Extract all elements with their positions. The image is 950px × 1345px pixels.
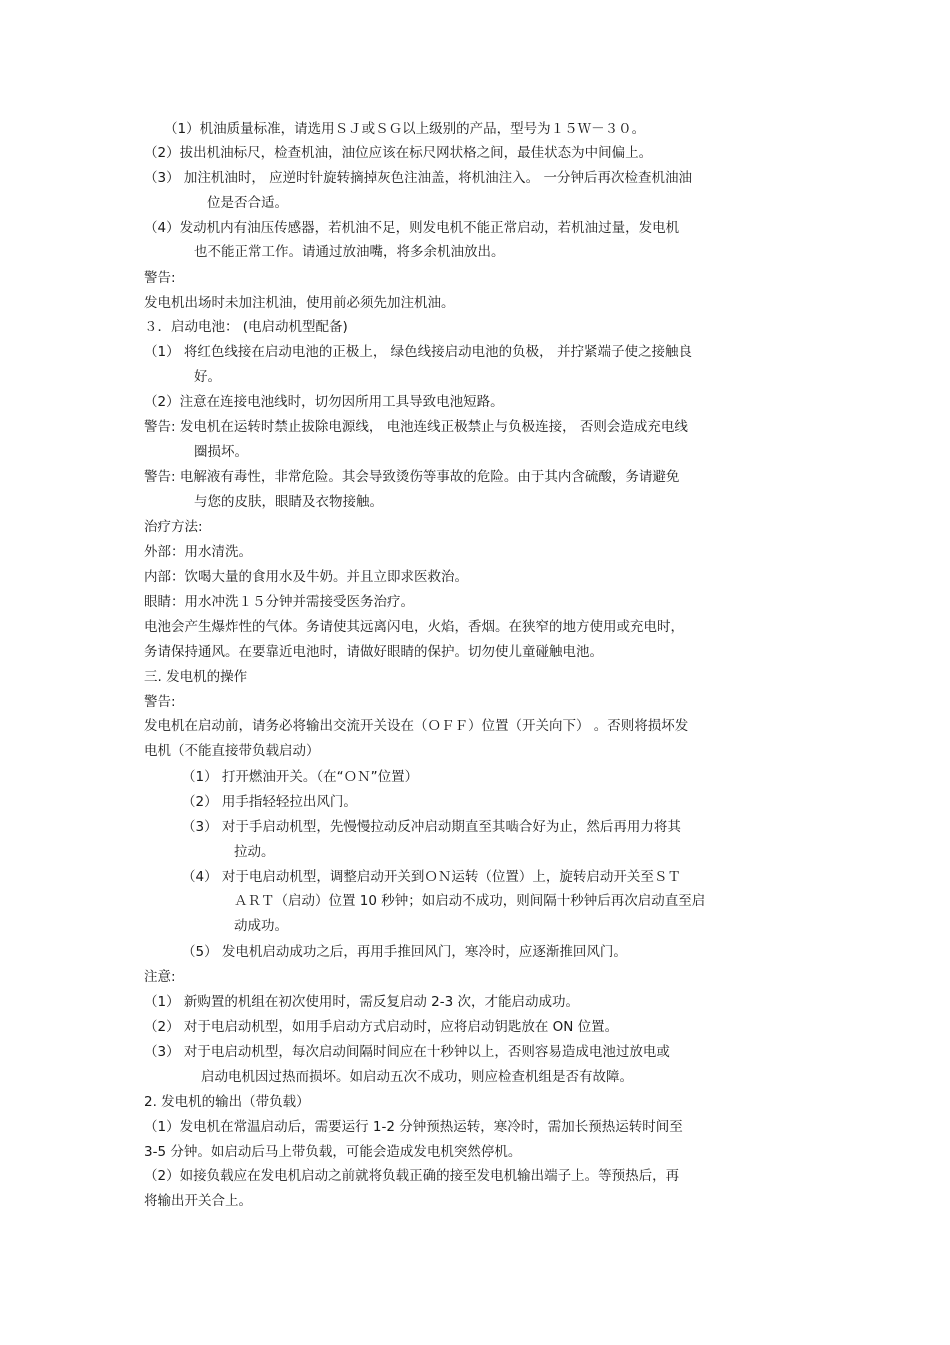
text-line: （1） 新购置的机组在初次使用时，需反复启动 2-3 次，才能启动成功。 (144, 994, 580, 1010)
text-line: 外部：用水清洗。 (144, 544, 252, 560)
section-heading: 2. 发电机的输出（带负载） (144, 1094, 310, 1110)
text-line: （4） 对于电启动机型，调整启动开关到ＯＮ运转（位置）上，旋转启动开关至ＳＴ (182, 869, 681, 885)
text-line: （2） 用手指轻轻拉出风门。 (182, 794, 357, 810)
text-line: 警告: (144, 270, 176, 286)
text-line: 将输出开关合上。 (144, 1193, 252, 1209)
text-line: 启动电机因过热而损坏。如启动五次不成功，则应检查机组是否有故障。 (201, 1069, 633, 1085)
text-line: 电机（不能直接带负载启动） (144, 743, 320, 759)
text-line: 务请保持通风。在要靠近电池时，请做好眼睛的保护。切勿使儿童碰触电池。 (144, 644, 603, 660)
text-line: （3） 加注机油时， 应逆时针旋转摘掉灰色注油盖，将机油注入。 一分钟后再次检查机油油 (144, 170, 692, 186)
text-line: 发电机出场时未加注机油，使用前必须先加注机油。 (144, 295, 455, 311)
text-line: 治疗方法: (144, 519, 203, 535)
text-line: （2） 对于电启动机型，如用手启动方式启动时，应将启动钥匙放在 ON 位置。 (144, 1019, 619, 1035)
text-line: （3） 对于手启动机型，先慢慢拉动反冲启动期直至其啮合好为止，然后再用力将其 (182, 819, 681, 835)
text-line: （4）发动机内有油压传感器，若机油不足，则发电机不能正常启动，若机油过量，发电机 (144, 220, 680, 236)
text-line: 内部：饮喝大量的食用水及牛奶。并且立即求医救治。 (144, 569, 468, 585)
text-line: （1） 将红色线接在启动电池的正极上， 绿色线接启动电池的负极， 并拧紧端子使之接触良 (144, 344, 692, 360)
text-line: ＡＲＴ（启动）位置 10 秒钟；如启动不成功，则间隔十秒钟后再次启动直至启 (234, 893, 706, 909)
text-line: 注意: (144, 969, 176, 985)
text-line: （1） 打开燃油开关。（在“ＯＮ”位置） (182, 769, 419, 785)
text-line: 与您的皮肤，眼睛及衣物接触。 (194, 494, 383, 510)
text-line: （3） 对于电启动机型，每次启动间隔时间应在十秒钟以上，否则容易造成电池过放电或 (144, 1044, 670, 1060)
section-heading: ３．启动电池： (电启动机型配备) (144, 319, 348, 335)
text-line: （1）机油质量标准，请选用ＳＪ或ＳＧ以上级别的产品，型号为１５Ｗ－３０。 (164, 121, 646, 137)
text-line: 警告: 电解液有毒性，非常危险。其会导致烫伤等事故的危险。由于其内含硫酸，务请避免 (144, 469, 680, 485)
text-line: 警告: (144, 694, 176, 710)
text-line: （1）发电机在常温启动后，需要运行 1-2 分钟预热运转，寒冷时，需加长预热运转时间至 (144, 1119, 683, 1135)
text-line: 警告: 发电机在运转时禁止拔除电源线， 电池连线正极禁止与负极连接， 否则会造成充电线 (144, 419, 688, 435)
text-line: （2）拔出机油标尺，检查机油，油位应该在标尺网状格之间，最佳状态为中间偏上。 (144, 145, 653, 161)
text-line: 好。 (194, 369, 221, 385)
text-line: （2）注意在连接电池线时，切勿因所用工具导致电池短路。 (144, 394, 504, 410)
text-line: 眼睛：用水冲洗１５分钟并需接受医务治疗。 (144, 594, 414, 610)
text-line: 也不能正常工作。请通过放油嘴，将多余机油放出。 (194, 244, 505, 260)
text-line: （2）如接负载应在发电机启动之前就将负载正确的接至发电机输出端子上。等预热后，再 (144, 1168, 680, 1184)
text-line: （5） 发电机启动成功之后，再用手推回风门，寒冷时，应逐渐推回风门。 (182, 944, 627, 960)
text-line: 拉动。 (234, 844, 275, 860)
text-line: 3-5 分钟。如启动后马上带负载，可能会造成发电机突然停机。 (144, 1144, 522, 1160)
text-line: 动成功。 (234, 918, 288, 934)
text-line: 位是否合适。 (207, 195, 288, 211)
text-line: 发电机在启动前，请务必将输出交流开关设在（ＯＦＦ）位置（开关向下） 。否则将损坏发 (144, 718, 689, 734)
text-line: 圈损坏。 (194, 444, 248, 460)
text-line: 电池会产生爆炸性的气体。务请使其远离闪电，火焰，香烟。在狭窄的地方使用或充电时， (144, 619, 684, 635)
section-heading: 三. 发电机的操作 (144, 669, 248, 685)
